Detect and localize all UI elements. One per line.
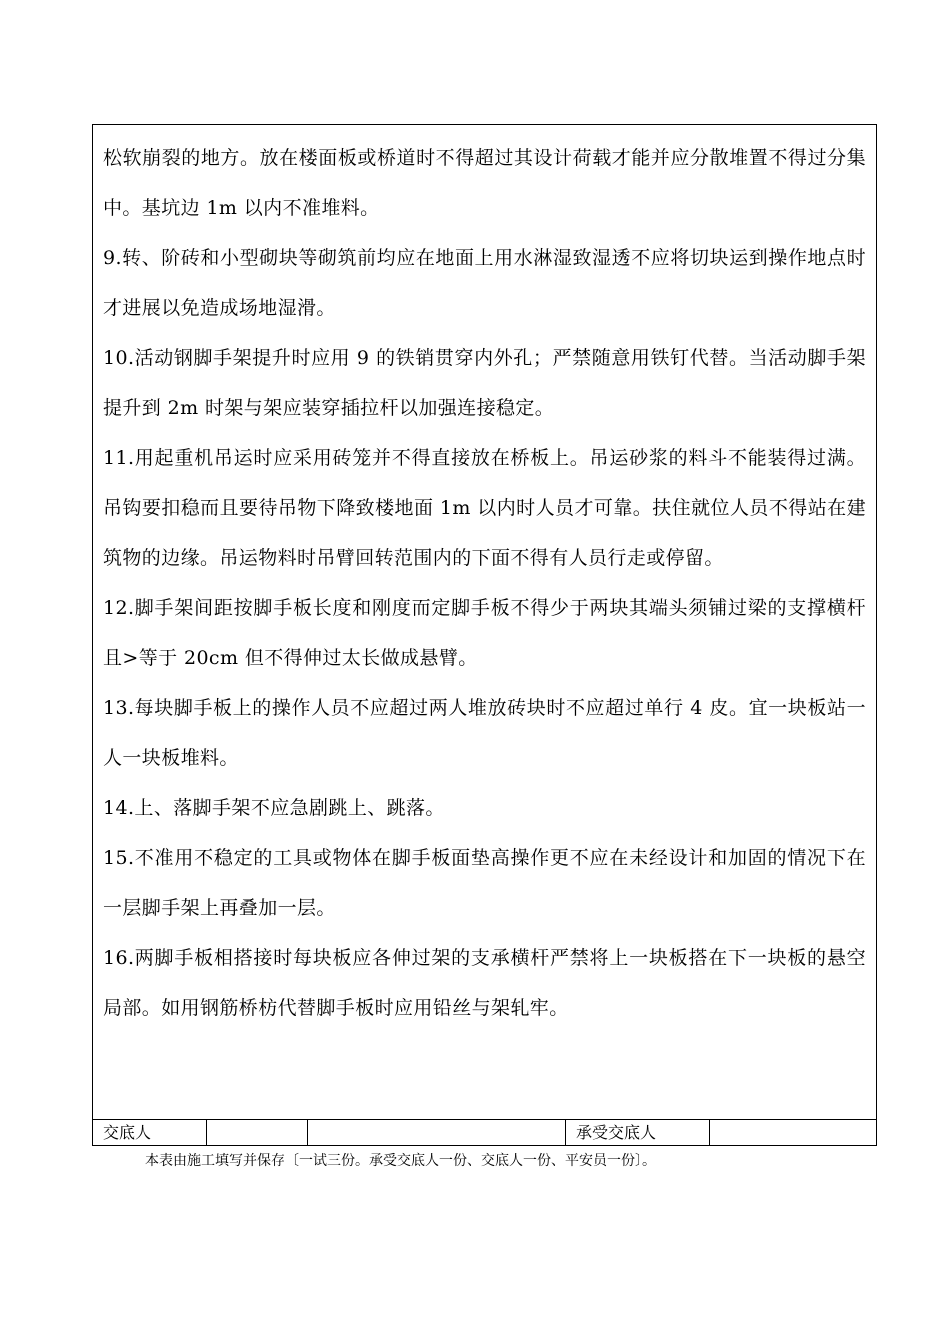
receiver-person-label: 承受交底人 [566, 1120, 710, 1145]
content-cell [93, 125, 876, 1120]
paragraph-item-10: 10.活动钢脚手架提升时应用 9 的铁销贯穿内外孔；严禁随意用铁钉代替。当活动脚手架提升到 2m 时架与架应装穿插拉杆以加强连接稳定。 [103, 347, 866, 419]
handover-person-field[interactable] [207, 1120, 308, 1145]
signature-row [93, 1120, 876, 1145]
disclosure-table [92, 124, 877, 1146]
paragraph-item-9: 9.转、阶砖和小型砌块等砌筑前均应在地面上用水淋湿致湿透不应将切块运到操作地点时才进展以免造成场地湿滑。 [103, 247, 866, 319]
paragraph-item-12: 12.脚手架间距按脚手板长度和刚度而定脚手板不得少于两块其端头须铺过梁的支撑横杆且>等于 20cm 但不得伸过太长做成悬臂。 [103, 597, 866, 669]
receiver-person-field[interactable] [710, 1120, 876, 1145]
paragraph-continuation: 松软崩裂的地方。放在楼面板或桥道时不得超过其设计荷载才能并应分散堆置不得过分集中。基坑边 1m 以内不准堆料。 [103, 147, 866, 219]
paragraph-item-13: 13.每块脚手板上的操作人员不应超过两人堆放砖块时不应超过单行 4 皮。宜一块板站一人一块板堆料。 [103, 697, 866, 769]
paragraph-item-15: 15.不准用不稳定的工具或物体在脚手板面垫高操作更不应在未经设计和加固的情况下在一层脚手架上再叠加一层。 [103, 847, 866, 919]
paragraph-item-16: 16.两脚手板相搭接时每块板应各伸过架的支承横杆严禁将上一块板搭在下一块板的悬空局部。如用钢筋桥枋代替脚手板时应用铅丝与架轧牢。 [103, 947, 866, 1019]
footer-note: 本表由施工填写并保存〔一试三份。承受交底人一份、交底人一份、平安员一份〕。 [145, 1153, 656, 1169]
paragraph-item-14: 14.上、落脚手架不应急剧跳上、跳落。 [103, 797, 445, 819]
handover-person-label: 交底人 [93, 1120, 207, 1145]
blank-field[interactable] [308, 1120, 566, 1145]
paragraph-item-11: 11.用起重机吊运时应采用砖笼并不得直接放在桥板上。吊运砂浆的料斗不能装得过满。吊钩要扣稳而且要待吊物下降致楼地面 1m 以内时人员才可靠。扶住就位人员不得站在建筑物的边缘。吊运物料时吊臂回转范围内的下面不得有人员行走或停留。 [103, 447, 866, 569]
